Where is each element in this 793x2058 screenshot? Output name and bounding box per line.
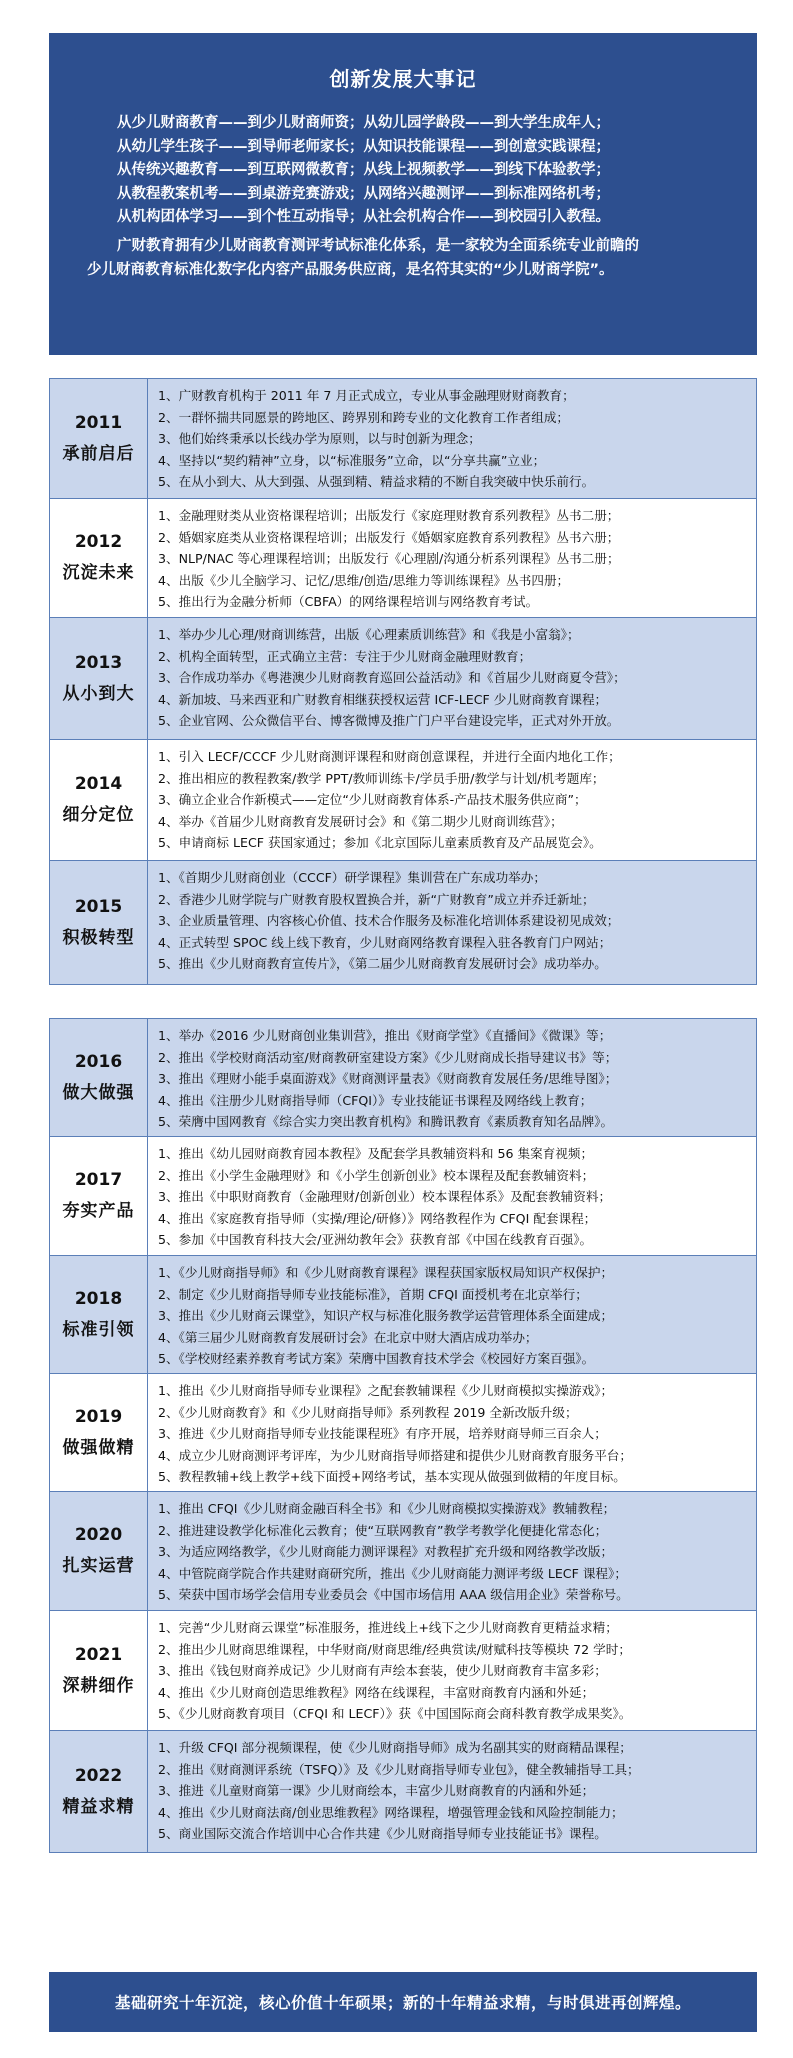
year-title: 积极转型: [62, 927, 135, 948]
year-label: 2012: [74, 532, 123, 552]
event-item: 2、推出《财商测评系统（TSFQ）》及《少儿财商指导师专业包》，健全教辅指导工具；: [158, 1761, 640, 1777]
year-cell: [50, 1019, 148, 1136]
event-item: 4、《第三届少儿财商教育发展研讨会》在北京中财大酒店成功举办；: [158, 1329, 538, 1345]
event-item: 5、推出《少儿财商教育宣传片》，《第二届少儿财商教育发展研讨会》成功举办。: [158, 956, 607, 971]
banner-lines: [117, 112, 757, 230]
year-label: 2015: [74, 896, 123, 917]
event-list: [148, 1492, 756, 1610]
event-list: [148, 1019, 756, 1136]
banner-title: 创新发展大事记: [329, 67, 477, 91]
event-item: 3、推进《少儿财商指导师专业技能课程班》有序开展，培养财商导师三百余人；: [158, 1426, 607, 1441]
event-item: 3、为适应网络教学，《少儿财商能力测评课程》对教程扩充升级和网络教学改版；: [158, 1544, 614, 1559]
year-title: 从小到大: [62, 683, 135, 704]
year-cell: [50, 1137, 148, 1255]
event-item: 4、推出《注册少儿财商指导师（CFQI）》专业技能证书课程及网络线上教育；: [158, 1092, 593, 1108]
year-title: 深耕细作: [62, 1675, 135, 1696]
event-item: 4、中管院商学院合作共建财商研究所，推出《少儿财商能力测评考级 LECF 课程》；: [158, 1565, 627, 1581]
banner-line: 从传统兴趣教育——到互联网微教育；从线上视频教学——到线下体验教学；: [117, 162, 610, 178]
event-item: 4、正式转型 SPOC 线上线下教育，少儿财商网络教育课程入驻各教育门户网站；: [158, 934, 612, 950]
timeline-row: [50, 1374, 756, 1492]
event-item: 3、推出《中职财商教育（金融理财/创新创业）校本课程体系》及配套教辅资料；: [158, 1189, 612, 1204]
timeline-row: [50, 1492, 756, 1611]
banner-summary-line: 少儿财商教育标准化数字化内容产品服务供应商，是名符其实的“少儿财商学院”。: [87, 261, 614, 278]
event-item: 5、荣获中国市场学会信用专业委员会《中国市场信用 AAA 级信用企业》荣誉称号。: [158, 1587, 629, 1602]
event-item: 4、出版《少儿全脑学习、记忆/思维/创造/思维力等训练课程》丛书四册；: [158, 572, 570, 588]
year-title: 夯实产品: [62, 1201, 135, 1221]
event-item: 3、推出《理财小能手桌面游戏》《财商测评量表》《财商教育发展任务/思维导图》；: [158, 1071, 618, 1086]
event-item: 5、荣膺中国网教育《综合实力突出教育机构》和腾讯教育《素质教育知名品牌》。: [158, 1114, 614, 1129]
event-list: [148, 1137, 756, 1255]
year-cell: [50, 1256, 148, 1373]
event-item: 4、推出《少儿财商创造思维教程》网络在线课程，丰富财商教育内涵和外延；: [158, 1684, 595, 1700]
year-label: 2021: [74, 1644, 123, 1665]
event-item: 1、完善“少儿财商云课堂”标准服务，推进线上+线下之少儿财商教育更精益求精；: [158, 1620, 618, 1635]
year-label: 2019: [74, 1406, 123, 1427]
timeline-row: [50, 1256, 756, 1374]
year-cell: [50, 1731, 148, 1852]
event-item: 2、一群怀揣共同愿景的跨地区、跨界别和跨专业的文化教育工作者组成；: [158, 409, 570, 425]
event-item: 2、推出少儿财商思维课程，中华财商/财商思维/经典赏读/财赋科技等模块 72 学时；: [158, 1641, 631, 1657]
banner-line: 从幼儿学生孩子——到导师老师家长；从知识技能课程——到创意实践课程；: [117, 138, 610, 155]
event-item: 3、推出《钱包财商养成记》少儿财商有声绘本套装，使少儿财商教育丰富多彩；: [158, 1663, 607, 1678]
year-cell: [50, 618, 148, 739]
banner-line: 从机构团体学习——到个性互动指导；从社会机构合作——到校园引入教程。: [117, 209, 610, 225]
banner-summary-line: 广财教育拥有少儿财商教育测评考试标准化体系，是一家较为全面系统专业前瞻的: [117, 237, 639, 254]
event-item: 2、推出《小学生金融理财》和《小学生创新创业》校本课程及配套教辅资料；: [158, 1167, 595, 1183]
event-item: 5、教程教辅+线上教学+线下面授+网络考试，基本实现从做强到做精的年度目标。: [158, 1469, 626, 1484]
event-item: 5、参加《中国教育科技大会/亚洲幼教年会》获教育部《中国在线教育百强》。: [158, 1232, 593, 1247]
event-list: [148, 1374, 756, 1491]
timeline-row: [50, 740, 756, 861]
event-item: 2、《少儿财商教育》和《少儿财商指导师》系列教程 2019 全新改版升级；: [158, 1404, 578, 1420]
banner-line: 从教程教案机考——到桌游竞赛游戏；从网络兴趣测评——到标准网络机考；: [117, 185, 610, 202]
event-item: 1、推出 CFQI《少儿财商金融百科全书》和《少儿财商模拟实操游戏》教辅教程；: [158, 1501, 616, 1516]
event-item: 1、举办少儿心理/财商训练营，出版《心理素质训练营》和《我是小富翁》；: [158, 627, 580, 642]
year-label: 2020: [74, 1525, 123, 1545]
event-item: 4、举办《首届少儿财商教育发展研讨会》和《第二期少儿财商训练营》；: [158, 813, 563, 829]
event-item: 5、商业国际交流合作培训中心合作共建《少儿财商指导师专业技能证书》课程。: [158, 1826, 607, 1841]
event-item: 1、推出《幼儿园财商教育园本教程》及配套学具教辅资料和 56 集案育视频；: [158, 1146, 594, 1161]
year-title: 标准引领: [62, 1319, 135, 1340]
event-item: 2、推出《学校财商活动室/财商教研室建设方案》《少儿财商成长指导建议书》等；: [158, 1049, 618, 1065]
year-label: 2022: [74, 1765, 123, 1786]
event-item: 2、机构全面转型，正式确立主营：专注于少儿财商金融理财教育；: [158, 648, 532, 664]
year-label: 2011: [74, 412, 123, 433]
event-item: 1、金融理财类从业资格课程培训；出版发行《家庭理财教育系列教程》丛书二册；: [158, 508, 620, 523]
footer-banner: [49, 1972, 757, 2032]
year-label: 2018: [74, 1288, 123, 1309]
event-item: 3、推进《儿童财商第一课》少儿财商绘本，丰富少儿财商教育的内涵和外延；: [158, 1783, 595, 1798]
year-cell: [50, 1611, 148, 1730]
event-item: 5、申请商标 LECF 获国家通过；参加《北京国际儿童素质教育及产品展览会》。: [158, 835, 602, 850]
year-title: 精益求精: [62, 1796, 135, 1817]
event-item: 1、升级 CFQI 部分视频课程，使《少儿财商指导师》成为名副其实的财商精品课程；: [158, 1740, 632, 1755]
event-item: 2、制定《少儿财商指导师专业技能标准》，首期 CFQI 面授机考在北京举行；: [158, 1286, 588, 1302]
event-list: [148, 740, 756, 860]
year-title: 做大做强: [62, 1082, 135, 1103]
event-item: 2、香港少儿财学院与广财教育股权置换合并，新“广财教育”成立并乔迁新址；: [158, 891, 595, 907]
timeline-table-2016-2022: [49, 1018, 757, 1853]
year-title: 做强做精: [62, 1437, 135, 1458]
event-item: 4、新加坡、马来西亚和广财教育相继获授权运营 ICF-LECF 少儿财商教育课程；: [158, 691, 608, 707]
event-list: [148, 379, 756, 498]
event-list: [148, 861, 756, 984]
timeline-row: [50, 379, 756, 499]
timeline-table-2011-2015: [49, 378, 757, 985]
year-title: 细分定位: [62, 805, 135, 825]
event-item: 1、广财教育机构于 2011 年 7 月正式成立，专业从事金融理财财商教育；: [158, 388, 575, 403]
year-cell: [50, 861, 148, 984]
year-title: 承前启后: [62, 443, 135, 464]
event-item: 3、推出《少儿财商云课堂》，知识产权与标准化服务教学运营管理体系全面建成；: [158, 1308, 614, 1323]
year-cell: [50, 499, 148, 617]
event-list: [148, 1256, 756, 1373]
timeline-row: [50, 1611, 756, 1731]
event-item: 5、企业官网、公众微信平台、博客微博及推广门户平台建设完毕，正式对外开放。: [158, 713, 620, 728]
event-item: 3、确立企业合作新模式——定位“少儿财商教育体系-产品技术服务供应商”；: [158, 792, 587, 807]
year-title: 沉淀未来: [62, 563, 135, 583]
event-item: 5、《学校财经素养教育考试方案》荣膺中国教育技术学会《校园好方案百强》。: [158, 1351, 595, 1366]
year-title: 扎实运营: [62, 1556, 135, 1576]
year-cell: [50, 1492, 148, 1610]
event-item: 1、推出《少儿财商指导师专业课程》之配套教辅课程《少儿财商模拟实操游戏》；: [158, 1383, 614, 1398]
event-item: 5、《少儿财商教育项目（CFQI 和 LECF）》获《中国国际商会商科教育教学成果奖》。: [158, 1706, 632, 1721]
year-label: 2014: [74, 774, 123, 794]
event-item: 4、推出《家庭教育指导师（实操/理论/研修）》网络教程作为 CFQI 配套课程；: [158, 1210, 597, 1226]
year-cell: [50, 379, 148, 498]
event-item: 2、婚姻家庭类从业资格课程培训；出版发行《婚姻家庭教育系列教程》丛书六册；: [158, 529, 620, 545]
footer-text: 基础研究十年沉淀，核心价值十年硕果；新的十年精益求精，与时俱进再创辉煌。: [114, 1994, 691, 2012]
timeline-row: [50, 1731, 756, 1852]
banner-summary: [87, 234, 717, 282]
event-item: 2、推进建设教学化标准化云教育；使“互联网教育”教学考教学化便捷化常态化；: [158, 1522, 608, 1538]
event-item: 3、NLP/NAC 等心理课程培训；出版发行《心理剧/沟通分析系列课程》丛书二册；: [158, 551, 620, 566]
event-list: [148, 1611, 756, 1730]
event-item: 1、举办《2016 少儿财商创业集训营》，推出《财商学堂》《直播间》《微课》等；: [158, 1028, 612, 1043]
event-item: 1、引入 LECF/CCCF 少儿财商测评课程和财商创意课程，并进行全面内地化工作；: [158, 749, 621, 764]
header-banner: [49, 33, 757, 355]
year-cell: [50, 740, 148, 860]
event-item: 5、推出行为金融分析师（CBFA）的网络课程培训与网络教育考试。: [158, 594, 539, 609]
event-item: 5、在从小到大、从大到强、从强到精、精益求精的不断自我突破中快乐前行。: [158, 474, 595, 489]
event-item: 1、《少儿财商指导师》和《少儿财商教育课程》课程获国家版权局知识产权保护；: [158, 1265, 614, 1280]
event-item: 3、他们始终秉承以长线办学为原则，以与时创新为理念；: [158, 431, 481, 446]
event-item: 4、推出《少儿财商法商/创业思维教程》网络课程，增强管理金钱和风险控制能力；: [158, 1804, 624, 1820]
year-cell: [50, 1374, 148, 1491]
event-item: 4、成立少儿财商测评考评库，为少儿财商指导师搭建和提供少儿财商教育服务平台；: [158, 1447, 632, 1463]
timeline-row: [50, 1019, 756, 1137]
banner-line: 从少儿财商教育——到少儿财商师资；从幼儿园学龄段——到大学生成年人；: [117, 115, 610, 131]
timeline-row: [50, 618, 756, 740]
event-item: 3、企业质量管理、内容核心价值、技术合作服务及标准化培训体系建设初见成效；: [158, 913, 620, 928]
event-list: [148, 499, 756, 617]
year-label: 2017: [74, 1170, 123, 1190]
timeline-row: [50, 861, 756, 984]
event-item: 1、《首期少儿财商创业（CCCF）研学课程》集训营在广东成功举办；: [158, 870, 546, 885]
event-item: 2、推出相应的教程教案/教学 PPT/教师训练卡/学员手册/教学与计划/机考题库；: [158, 770, 605, 786]
timeline-row: [50, 1137, 756, 1256]
timeline-row: [50, 499, 756, 618]
event-item: 3、合作成功举办《粤港澳少儿财商教育巡回公益活动》和《首届少儿财商夏令营》；: [158, 670, 626, 685]
year-label: 2016: [74, 1051, 123, 1072]
event-list: [148, 1731, 756, 1852]
event-item: 4、坚持以“契约精神”立身，以“标准服务”立命，以“分享共赢”立业；: [158, 452, 546, 468]
event-list: [148, 618, 756, 739]
year-label: 2013: [74, 652, 123, 673]
